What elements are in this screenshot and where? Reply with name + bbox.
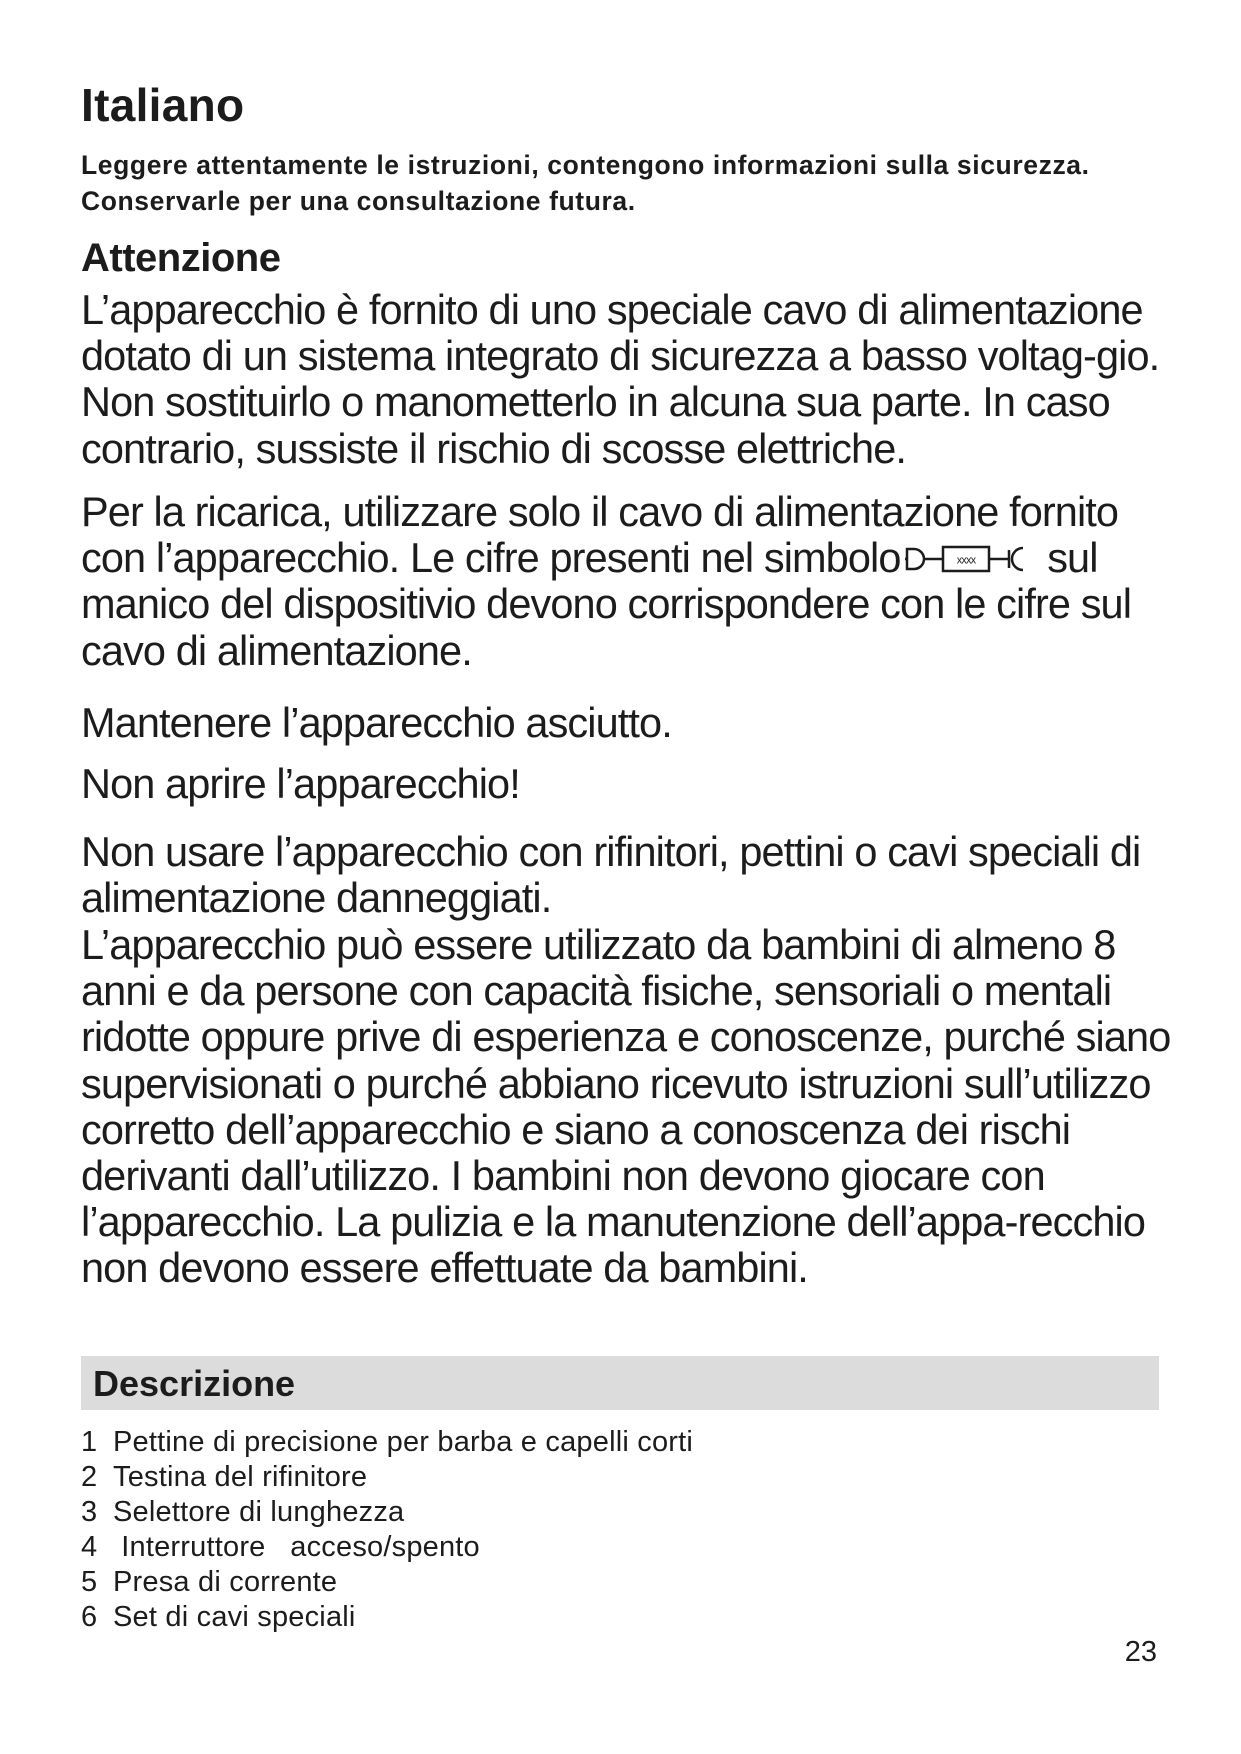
description-header-bar (81, 1356, 1159, 1410)
intro-text: Leggere attentamente le istruzioni, contengono informazioni sulla sicurezza. Conservarle per una consultazione futura. (81, 150, 1090, 216)
item-label: Selettore di lunghezza (113, 1496, 405, 1528)
item-label: Interruttore acceso/spento (113, 1531, 480, 1563)
power-cord-symbol-icon (905, 542, 1035, 576)
list-item (81, 1425, 693, 1460)
item-label: Pettine di precisione per barba e capelli corti (113, 1426, 694, 1458)
warning-paragraph-6: L’apparecchio può essere utilizzato da bambini di almeno 8 anni e da persone con capacità fisiche, sensoriali o mentali ridotte oppure prive di esperienza e conoscenze, purché siano supervisionati o purché abbiano ricevuto istruzioni sull’utilizzo corretto dell’apparecchio e siano a conoscenza dei rischi derivanti dall’utilizzo. I bambini non devono giocare con l’apparecchio. La pulizia e la manutenzione dell’appa-recchio non devono essere effettuate da bambini. (81, 921, 1171, 1292)
description-heading: Descrizione (93, 1363, 296, 1404)
item-number: 3 (81, 1496, 98, 1528)
warning-paragraph-2-end: sul manico del dispositivio devono corrispondere con le cifre sul cavo di alimentazione. (81, 534, 1132, 674)
list-item (81, 1530, 693, 1565)
item-label: Presa di corrente (113, 1566, 338, 1598)
item-number: 5 (81, 1566, 98, 1598)
warning-paragraph-3: Mantenere l’apparecchio asciutto. (81, 699, 672, 746)
warning-paragraph-2-start: Per la ricarica, utilizzare solo il cavo di alimentazione fornito con l’apparecchio. Le cifre presenti nel simbolo (81, 488, 1119, 582)
warning-paragraph-1: L’apparecchio è fornito di uno speciale cavo di alimentazione dotato di un sistema integrato di sicurezza a basso voltag-gio. Non sostituirlo o manometterlo in alcuna sua parte. In caso contrario, sussiste il rischio di scosse elettriche. (81, 286, 1160, 472)
item-label: Set di cavi speciali (113, 1601, 356, 1633)
item-number: 4 (81, 1531, 98, 1563)
list-item (81, 1600, 693, 1635)
warning-paragraph-4: Non aprire l’apparecchio! (81, 760, 520, 807)
warning-heading: Attenzione (81, 236, 281, 280)
list-item (81, 1460, 693, 1495)
parts-list (81, 1425, 693, 1635)
item-label: Testina del rifinitore (113, 1461, 368, 1493)
item-number: 2 (81, 1461, 98, 1493)
item-number: 1 (81, 1426, 98, 1458)
warning-paragraph-5: Non usare l’apparecchio con rifinitori, pettini o cavi speciali di alimentazione danneggiati. (81, 828, 1141, 922)
list-item (81, 1565, 693, 1600)
item-number: 6 (81, 1601, 98, 1633)
symbol-label: xxxx (956, 554, 975, 567)
list-item (81, 1495, 693, 1530)
warning-paragraph-2 (81, 489, 1171, 674)
language-heading: Italiano (81, 79, 245, 131)
page-number: 23 (1124, 1636, 1157, 1668)
